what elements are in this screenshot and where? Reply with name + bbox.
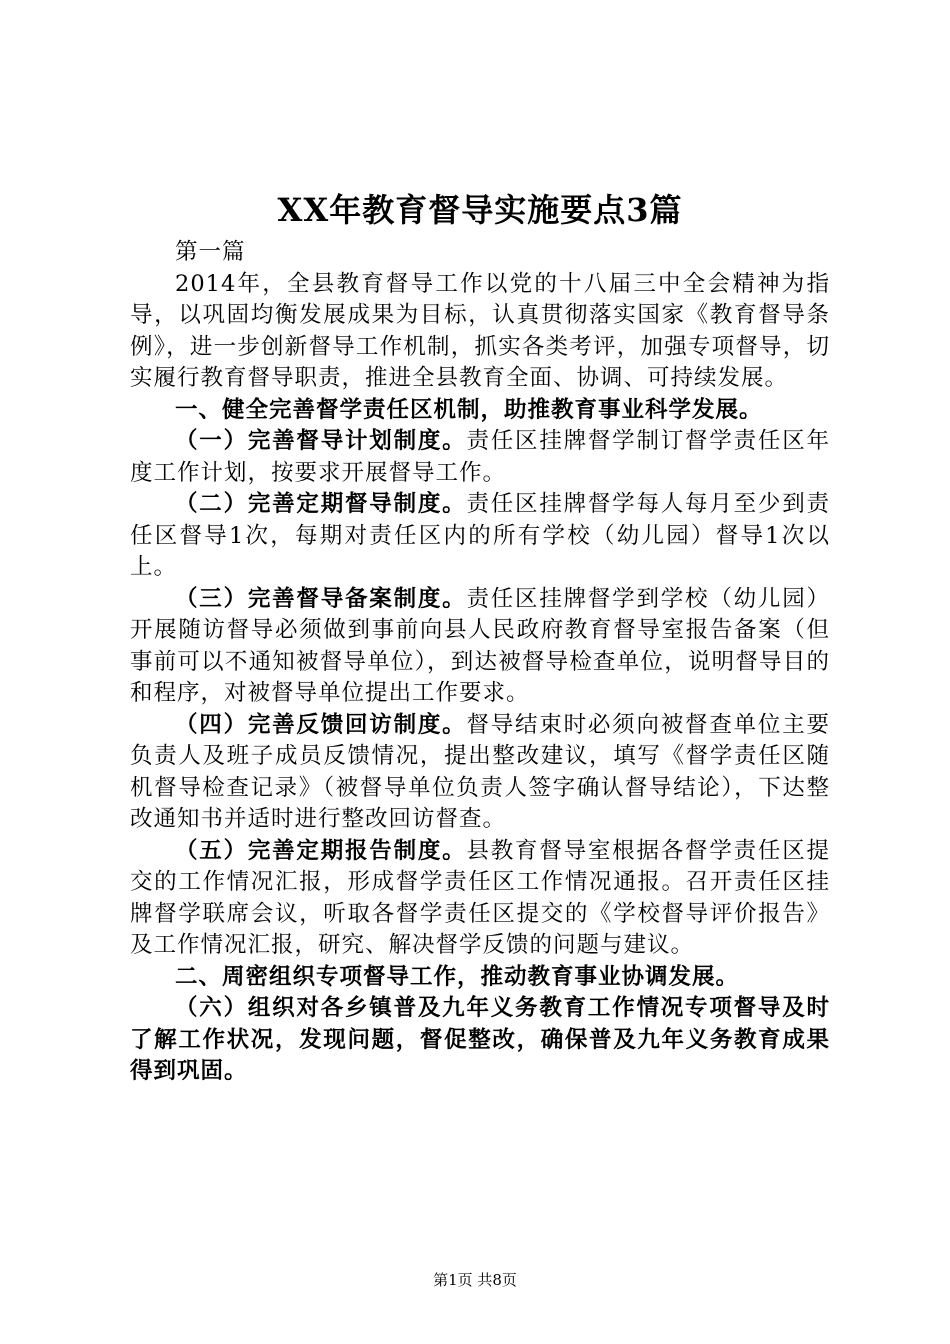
item-lead-3: （三）完善督导备案制度。 [175,585,467,612]
document-content [130,183,830,1088]
item-paragraph-5 [130,836,830,962]
section-label: 第一篇 [175,239,246,265]
item-text-2: 责任区挂牌督学每人每月至少到责任区督导1次，每期对责任区内的所有学校（幼儿园）督导1次以上。 [130,491,830,580]
document-title: XX年教育督导实施要点3篇 [277,191,683,229]
item-text-5: 县教育督导室根据各督学责任区提交的工作情况汇报，形成督学责任区工作情况通报。召开责任区挂牌督学联席会议，听取各督学责任区提交的《学校督导评价报告》及工作情况汇报，研究、解决督学反馈的问题与建议。 [130,837,830,958]
item-text-1: 责任区挂牌督学制订督学责任区年度工作计划，按要求开展督导工作。 [130,428,830,486]
section-heading-2: 二、周密组织专项督导工作，推动教育事业协调发展。 [175,963,740,990]
item-lead-4: （四）完善反馈回访制度。 [175,711,467,738]
item-lead-2: （二）完善定期督导制度。 [175,491,467,517]
item-lead-5: （五）完善定期报告制度。 [175,837,467,864]
item-paragraph-2 [130,489,830,584]
item-lead-1: （一）完善督导计划制度。 [175,428,467,454]
item-paragraph-6: （六）组织对各乡镇普及九年义务教育工作情况专项督导及时了解工作状况，发现问题，督促整改，确保普及九年义务教育成果得到巩固。 [130,995,830,1084]
item-paragraph-1 [130,426,830,489]
item-paragraph-4 [130,710,830,836]
item-text-4: 督导结束时必须向被督查单位主要负责人及班子成员反馈情况，提出整改建议，填写《督学责任区随机督导检查记录》（被督导单位负责人签字确认督导结论），下达整改通知书并适时进行整改回访督查。 [130,711,830,832]
intro-paragraph: 2014年，全县教育督导工作以党的十八届三中全会精神为指导，以巩固均衡发展成果为目标，认真贯彻落实国家《教育督导条例》，进一步创新督导工作机制，抓实各类考评，加强专项督导，切实履行教育督导职责，推进全县教育全面、协调、可持续发展。 [130,270,830,391]
page-footer: 第1页 共8页 [433,1271,517,1289]
section-heading-1: 一、健全完善督学责任区机制，助推教育事业科学发展。 [175,396,763,423]
item-paragraph-3 [130,584,830,710]
item-text-3: 责任区挂牌督学到学校（幼儿园）开展随访督导必须做到事前向县人民政府教育督导室报告备案（但事前可以不通知被督导单位），到达被督导检查单位，说明督导目的和程序，对被督导单位提出工作要求。 [130,585,830,706]
